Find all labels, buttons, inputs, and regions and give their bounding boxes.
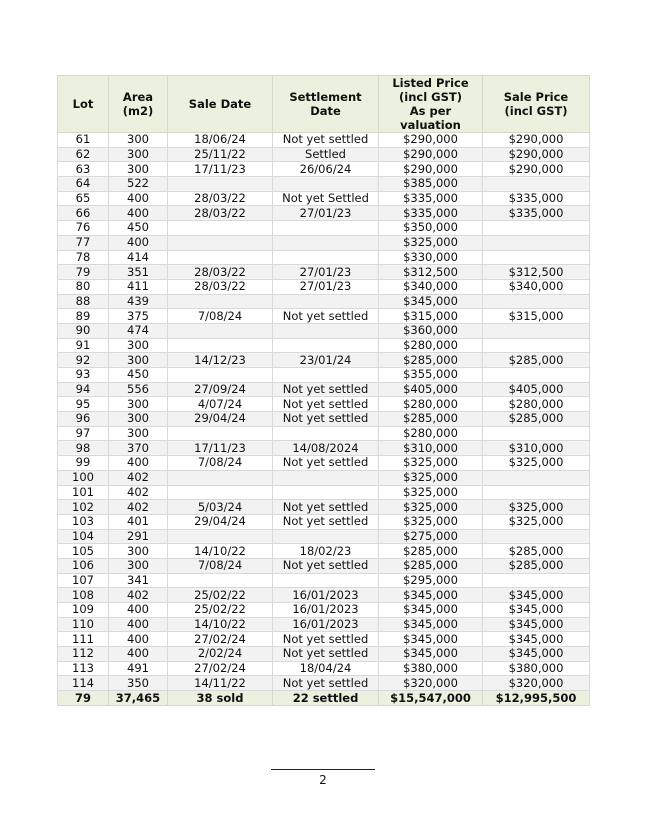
cell-settlement-date (273, 235, 379, 250)
cell-listed-price: $290,000 (379, 147, 483, 162)
cell-sale-date: 7/08/24 (168, 456, 273, 471)
cell-sale-date (168, 221, 273, 236)
cell-sale-date: 27/09/24 (168, 382, 273, 397)
table-row (58, 470, 590, 485)
cell-listed-price: $280,000 (379, 426, 483, 441)
cell-sale-date (168, 470, 273, 485)
cell-listed-price: $345,000 (379, 603, 483, 618)
cell-lot: 109 (58, 603, 109, 618)
cell-listed-price: $340,000 (379, 279, 483, 294)
cell-sale-price (483, 250, 590, 265)
header-sale-date: Sale Date (168, 76, 273, 133)
table-row (58, 603, 590, 618)
table-row (58, 632, 590, 647)
cell-sale-date: 7/08/24 (168, 558, 273, 573)
cell-sale-date: 17/11/23 (168, 441, 273, 456)
cell-sale-date: 28/03/22 (168, 206, 273, 221)
cell-sale-price: $280,000 (483, 397, 590, 412)
cell-listed-price: $325,000 (379, 235, 483, 250)
header-listed-line2: (incl GST) (399, 90, 462, 104)
cell-lot: 92 (58, 353, 109, 368)
header-listed-line1: Listed Price (392, 76, 469, 90)
table-row (58, 382, 590, 397)
cell-sale-price: $405,000 (483, 382, 590, 397)
table-row (58, 133, 590, 148)
table-row (58, 485, 590, 500)
cell-sale-price: $285,000 (483, 353, 590, 368)
cell-settlement-date: 18/02/23 (273, 544, 379, 559)
cell-listed-price: $312,500 (379, 265, 483, 280)
cell-settlement-date: Not yet Settled (273, 191, 379, 206)
cell-area: 400 (109, 632, 168, 647)
cell-settlement-date (273, 426, 379, 441)
header-lot: Lot (58, 76, 109, 133)
table-row (58, 309, 590, 324)
cell-settlement-date: 27/01/23 (273, 206, 379, 221)
header-listed-line3: As per valuation (400, 104, 461, 132)
table-row (58, 250, 590, 265)
cell-area: 400 (109, 235, 168, 250)
table-row (58, 221, 590, 236)
cell-area: 300 (109, 426, 168, 441)
table-row (58, 162, 590, 177)
cell-area: 402 (109, 470, 168, 485)
cell-area: 400 (109, 603, 168, 618)
cell-lot: 105 (58, 544, 109, 559)
cell-settlement-date: Not yet settled (273, 456, 379, 471)
table-row (58, 294, 590, 309)
cell-area: 370 (109, 441, 168, 456)
total-settled: 22 settled (273, 691, 379, 706)
cell-settlement-date (273, 294, 379, 309)
cell-area: 400 (109, 206, 168, 221)
cell-lot: 108 (58, 588, 109, 603)
table-row (58, 368, 590, 383)
lot-sales-table (57, 75, 590, 706)
cell-settlement-date: Not yet settled (273, 558, 379, 573)
cell-sale-date (168, 250, 273, 265)
cell-settlement-date: Not yet settled (273, 133, 379, 148)
cell-area: 300 (109, 544, 168, 559)
cell-listed-price: $285,000 (379, 544, 483, 559)
cell-sale-date: 27/02/24 (168, 661, 273, 676)
cell-listed-price: $330,000 (379, 250, 483, 265)
table-row (58, 676, 590, 691)
cell-sale-date (168, 177, 273, 192)
table-row (58, 647, 590, 662)
cell-area: 300 (109, 147, 168, 162)
total-sale-price: $12,995,500 (483, 691, 590, 706)
table-row (58, 544, 590, 559)
cell-sale-price: $335,000 (483, 191, 590, 206)
header-sale-line2: (incl GST) (504, 104, 568, 118)
cell-listed-price: $310,000 (379, 441, 483, 456)
cell-settlement-date (273, 177, 379, 192)
table-row (58, 397, 590, 412)
header-listed-price (379, 76, 483, 133)
cell-listed-price: $315,000 (379, 309, 483, 324)
table-row (58, 529, 590, 544)
cell-area: 450 (109, 368, 168, 383)
cell-listed-price: $285,000 (379, 558, 483, 573)
cell-sale-date: 29/04/24 (168, 412, 273, 427)
table-row (58, 323, 590, 338)
cell-lot: 107 (58, 573, 109, 588)
cell-sale-date: 18/06/24 (168, 133, 273, 148)
cell-sale-price: $290,000 (483, 162, 590, 177)
total-area: 37,465 (109, 691, 168, 706)
cell-listed-price: $405,000 (379, 382, 483, 397)
cell-settlement-date: Not yet settled (273, 397, 379, 412)
cell-lot: 98 (58, 441, 109, 456)
table-row (58, 147, 590, 162)
table-row (58, 279, 590, 294)
cell-sale-price (483, 529, 590, 544)
cell-sale-price: $320,000 (483, 676, 590, 691)
cell-sale-date (168, 338, 273, 353)
cell-settlement-date (273, 323, 379, 338)
cell-sale-date: 4/07/24 (168, 397, 273, 412)
cell-sale-price (483, 573, 590, 588)
cell-listed-price: $345,000 (379, 294, 483, 309)
total-lots: 79 (58, 691, 109, 706)
cell-settlement-date: 16/01/2023 (273, 603, 379, 618)
table-body (58, 133, 590, 691)
table-row (58, 617, 590, 632)
cell-sale-price: $285,000 (483, 544, 590, 559)
header-settlement-date: Settlement Date (273, 76, 379, 133)
cell-sale-price (483, 338, 590, 353)
cell-lot: 90 (58, 323, 109, 338)
cell-area: 400 (109, 617, 168, 632)
cell-sale-date (168, 426, 273, 441)
cell-area: 300 (109, 397, 168, 412)
table-row (58, 191, 590, 206)
table-row (58, 573, 590, 588)
cell-settlement-date: 27/01/23 (273, 265, 379, 280)
cell-sale-date: 2/02/24 (168, 647, 273, 662)
cell-sale-date (168, 323, 273, 338)
cell-listed-price: $285,000 (379, 353, 483, 368)
cell-area: 341 (109, 573, 168, 588)
table-row (58, 588, 590, 603)
table-row (58, 500, 590, 515)
cell-sale-price: $325,000 (483, 456, 590, 471)
cell-lot: 79 (58, 265, 109, 280)
cell-sale-date: 7/08/24 (168, 309, 273, 324)
cell-lot: 100 (58, 470, 109, 485)
table-row (58, 558, 590, 573)
cell-listed-price: $280,000 (379, 397, 483, 412)
header-area (109, 76, 168, 133)
cell-sale-date: 28/03/22 (168, 191, 273, 206)
header-sale-line1: Sale Price (503, 90, 569, 104)
cell-area: 400 (109, 456, 168, 471)
cell-sale-date: 14/10/22 (168, 617, 273, 632)
cell-sale-price: $285,000 (483, 412, 590, 427)
cell-listed-price: $345,000 (379, 647, 483, 662)
cell-listed-price: $335,000 (379, 191, 483, 206)
cell-sale-price: $380,000 (483, 661, 590, 676)
cell-sale-date (168, 235, 273, 250)
cell-sale-price: $310,000 (483, 441, 590, 456)
cell-settlement-date: Not yet settled (273, 647, 379, 662)
cell-lot: 64 (58, 177, 109, 192)
cell-listed-price: $320,000 (379, 676, 483, 691)
cell-settlement-date: Not yet settled (273, 676, 379, 691)
header-area-line1: Area (122, 90, 154, 104)
cell-sale-price: $315,000 (483, 309, 590, 324)
cell-lot: 80 (58, 279, 109, 294)
cell-sale-price (483, 426, 590, 441)
cell-area: 439 (109, 294, 168, 309)
cell-settlement-date: 23/01/24 (273, 353, 379, 368)
cell-area: 450 (109, 221, 168, 236)
cell-area: 300 (109, 412, 168, 427)
cell-sale-price: $290,000 (483, 133, 590, 148)
cell-listed-price: $285,000 (379, 412, 483, 427)
cell-sale-date: 14/12/23 (168, 353, 273, 368)
cell-listed-price: $325,000 (379, 500, 483, 515)
cell-sale-price: $345,000 (483, 603, 590, 618)
table-row (58, 456, 590, 471)
cell-sale-date: 5/03/24 (168, 500, 273, 515)
total-sold: 38 sold (168, 691, 273, 706)
cell-lot: 102 (58, 500, 109, 515)
cell-listed-price: $350,000 (379, 221, 483, 236)
cell-sale-date: 25/02/22 (168, 603, 273, 618)
cell-lot: 96 (58, 412, 109, 427)
cell-lot: 62 (58, 147, 109, 162)
cell-settlement-date: 18/04/24 (273, 661, 379, 676)
cell-area: 351 (109, 265, 168, 280)
cell-sale-price: $285,000 (483, 558, 590, 573)
cell-sale-price: $345,000 (483, 617, 590, 632)
cell-listed-price: $385,000 (379, 177, 483, 192)
cell-area: 350 (109, 676, 168, 691)
cell-sale-date: 25/11/22 (168, 147, 273, 162)
cell-area: 402 (109, 588, 168, 603)
cell-lot: 78 (58, 250, 109, 265)
cell-listed-price: $295,000 (379, 573, 483, 588)
table-row (58, 661, 590, 676)
cell-lot: 89 (58, 309, 109, 324)
cell-sale-date (168, 485, 273, 500)
cell-area: 375 (109, 309, 168, 324)
cell-area: 556 (109, 382, 168, 397)
cell-settlement-date (273, 485, 379, 500)
cell-sale-date: 17/11/23 (168, 162, 273, 177)
cell-area: 401 (109, 514, 168, 529)
totals-row (58, 691, 590, 706)
cell-sale-date: 14/11/22 (168, 676, 273, 691)
footer-divider (271, 769, 375, 770)
cell-area: 300 (109, 162, 168, 177)
cell-listed-price: $275,000 (379, 529, 483, 544)
cell-sale-date: 27/02/24 (168, 632, 273, 647)
cell-sale-date (168, 368, 273, 383)
cell-sale-price: $335,000 (483, 206, 590, 221)
cell-settlement-date: Not yet settled (273, 412, 379, 427)
table-row (58, 426, 590, 441)
cell-listed-price: $345,000 (379, 632, 483, 647)
cell-listed-price: $325,000 (379, 456, 483, 471)
cell-lot: 65 (58, 191, 109, 206)
cell-lot: 99 (58, 456, 109, 471)
cell-sale-price: $290,000 (483, 147, 590, 162)
table-row (58, 353, 590, 368)
cell-settlement-date: 27/01/23 (273, 279, 379, 294)
cell-listed-price: $325,000 (379, 485, 483, 500)
cell-area: 300 (109, 338, 168, 353)
table-row (58, 514, 590, 529)
cell-listed-price: $290,000 (379, 133, 483, 148)
cell-settlement-date: 26/06/24 (273, 162, 379, 177)
cell-sale-price (483, 368, 590, 383)
cell-lot: 88 (58, 294, 109, 309)
cell-settlement-date (273, 221, 379, 236)
total-listed-price: $15,547,000 (379, 691, 483, 706)
cell-settlement-date: Not yet settled (273, 500, 379, 515)
cell-area: 291 (109, 529, 168, 544)
cell-listed-price: $280,000 (379, 338, 483, 353)
cell-settlement-date (273, 338, 379, 353)
cell-lot: 97 (58, 426, 109, 441)
cell-sale-price: $345,000 (483, 588, 590, 603)
cell-lot: 94 (58, 382, 109, 397)
cell-area: 400 (109, 191, 168, 206)
cell-sale-price (483, 221, 590, 236)
cell-lot: 66 (58, 206, 109, 221)
header-area-line2: (m2) (122, 104, 154, 118)
table-row (58, 235, 590, 250)
cell-lot: 112 (58, 647, 109, 662)
cell-settlement-date (273, 250, 379, 265)
cell-area: 400 (109, 647, 168, 662)
cell-settlement-date (273, 368, 379, 383)
cell-sale-price: $345,000 (483, 647, 590, 662)
cell-lot: 91 (58, 338, 109, 353)
cell-sale-date (168, 294, 273, 309)
lot-sales-table-container (57, 75, 589, 706)
cell-area: 300 (109, 353, 168, 368)
cell-listed-price: $360,000 (379, 323, 483, 338)
cell-sale-date: 28/03/22 (168, 279, 273, 294)
cell-area: 300 (109, 133, 168, 148)
cell-lot: 104 (58, 529, 109, 544)
cell-settlement-date: Settled (273, 147, 379, 162)
cell-sale-price: $325,000 (483, 500, 590, 515)
cell-area: 411 (109, 279, 168, 294)
cell-settlement-date: Not yet settled (273, 309, 379, 324)
cell-sale-date: 29/04/24 (168, 514, 273, 529)
cell-sale-date: 25/02/22 (168, 588, 273, 603)
cell-lot: 114 (58, 676, 109, 691)
cell-settlement-date: 14/08/2024 (273, 441, 379, 456)
cell-listed-price: $355,000 (379, 368, 483, 383)
cell-listed-price: $345,000 (379, 617, 483, 632)
cell-area: 414 (109, 250, 168, 265)
cell-area: 491 (109, 661, 168, 676)
cell-sale-price (483, 177, 590, 192)
cell-listed-price: $345,000 (379, 588, 483, 603)
cell-lot: 63 (58, 162, 109, 177)
cell-lot: 106 (58, 558, 109, 573)
cell-sale-date (168, 529, 273, 544)
cell-lot: 111 (58, 632, 109, 647)
cell-lot: 101 (58, 485, 109, 500)
cell-lot: 113 (58, 661, 109, 676)
cell-listed-price: $380,000 (379, 661, 483, 676)
cell-listed-price: $335,000 (379, 206, 483, 221)
cell-settlement-date (273, 470, 379, 485)
cell-sale-date: 28/03/22 (168, 265, 273, 280)
cell-sale-price (483, 294, 590, 309)
cell-area: 522 (109, 177, 168, 192)
cell-sale-price: $312,500 (483, 265, 590, 280)
cell-listed-price: $325,000 (379, 514, 483, 529)
cell-settlement-date (273, 529, 379, 544)
cell-sale-price (483, 235, 590, 250)
cell-area: 402 (109, 485, 168, 500)
table-row (58, 338, 590, 353)
table-row (58, 206, 590, 221)
cell-area: 474 (109, 323, 168, 338)
cell-lot: 110 (58, 617, 109, 632)
cell-sale-date (168, 573, 273, 588)
cell-lot: 95 (58, 397, 109, 412)
cell-sale-price (483, 485, 590, 500)
page-number: 2 (319, 773, 327, 787)
cell-listed-price: $325,000 (379, 470, 483, 485)
cell-lot: 61 (58, 133, 109, 148)
cell-settlement-date: Not yet settled (273, 632, 379, 647)
cell-area: 402 (109, 500, 168, 515)
cell-lot: 93 (58, 368, 109, 383)
table-row (58, 265, 590, 280)
cell-settlement-date: 16/01/2023 (273, 617, 379, 632)
cell-sale-date: 14/10/22 (168, 544, 273, 559)
header-row (58, 76, 590, 133)
cell-lot: 103 (58, 514, 109, 529)
cell-sale-price: $325,000 (483, 514, 590, 529)
cell-sale-price (483, 323, 590, 338)
cell-settlement-date: Not yet settled (273, 382, 379, 397)
cell-lot: 76 (58, 221, 109, 236)
table-row (58, 441, 590, 456)
cell-sale-price: $340,000 (483, 279, 590, 294)
cell-sale-price (483, 470, 590, 485)
cell-sale-price: $345,000 (483, 632, 590, 647)
header-sale-price (483, 76, 590, 133)
table-row (58, 412, 590, 427)
table-row (58, 177, 590, 192)
cell-listed-price: $290,000 (379, 162, 483, 177)
cell-lot: 77 (58, 235, 109, 250)
cell-settlement-date: Not yet settled (273, 514, 379, 529)
cell-area: 300 (109, 558, 168, 573)
cell-settlement-date (273, 573, 379, 588)
cell-settlement-date: 16/01/2023 (273, 588, 379, 603)
